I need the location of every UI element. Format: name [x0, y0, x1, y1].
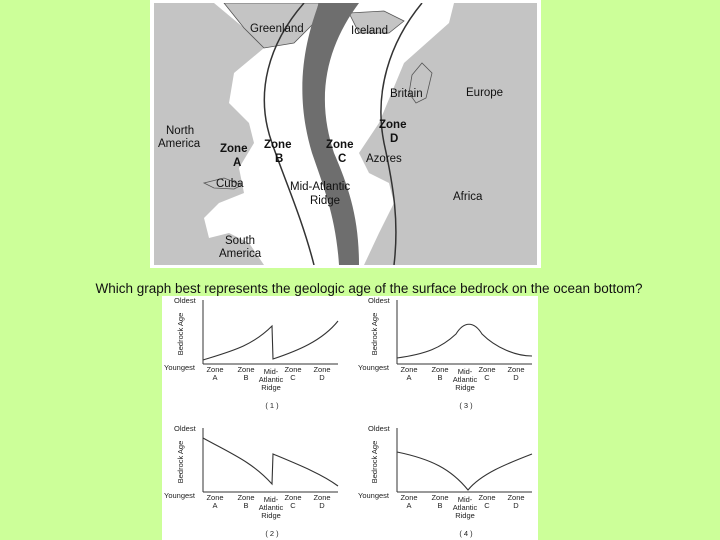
atlantic-map — [150, 0, 541, 268]
label-zone-d-1: Zone — [379, 119, 407, 131]
ridge-label: Ridge — [455, 383, 475, 392]
age-curve — [397, 324, 532, 358]
zone-word-c: Zone — [478, 365, 496, 374]
question-text: Which graph best represents the geologic age of the surface bedrock on the ocean bottom? — [95, 281, 643, 296]
label-south-america-1: South — [225, 235, 256, 247]
zone-letter-d: D — [319, 501, 325, 510]
label-zone-b-2: B — [275, 153, 284, 165]
map-drawing — [154, 3, 537, 265]
graphs-drawing — [162, 296, 538, 540]
oldest-label: Oldest — [368, 296, 390, 305]
ridge-label: Ridge — [261, 511, 281, 520]
graph-panel-1 — [164, 296, 338, 410]
mid-label: Mid- — [457, 495, 473, 504]
zone-word-b: Zone — [237, 493, 255, 502]
oldest-label: Oldest — [174, 424, 196, 433]
zone-letter-a: A — [406, 373, 412, 382]
zone-word-c: Zone — [478, 493, 496, 502]
zone-word-a: Zone — [206, 365, 224, 374]
oldest-label: Oldest — [174, 296, 196, 305]
zone-letter-d: D — [319, 373, 325, 382]
label-greenland: Greenland — [250, 23, 304, 35]
label-cuba: Cuba — [216, 178, 244, 190]
label-zone-c-1: Zone — [326, 139, 354, 151]
atlantic-label: Atlantic — [452, 375, 478, 384]
youngest-label: Youngest — [358, 363, 390, 372]
zone-letter-b: B — [437, 501, 443, 510]
graph-number: ( 1 ) — [265, 401, 279, 410]
graph-panel-3 — [164, 424, 338, 538]
zone-letter-c: C — [484, 373, 490, 382]
y-axis-label: Bedrock Age — [176, 440, 185, 484]
mid-label: Mid- — [263, 495, 279, 504]
zone-word-b: Zone — [431, 365, 449, 374]
zone-word-d: Zone — [313, 493, 331, 502]
atlantic-label: Atlantic — [258, 375, 284, 384]
youngest-label: Youngest — [164, 491, 196, 500]
label-zone-a-2: A — [233, 157, 242, 169]
zone-letter-a: A — [212, 501, 218, 510]
graph-panel-4 — [358, 424, 532, 538]
label-europe: Europe — [466, 87, 504, 99]
y-axis-label: Bedrock Age — [370, 312, 379, 356]
mid-label: Mid- — [457, 367, 473, 376]
zone-word-a: Zone — [400, 365, 418, 374]
y-axis-label: Bedrock Age — [176, 312, 185, 356]
label-zone-d-2: D — [390, 133, 399, 145]
graph-number: ( 2 ) — [265, 529, 279, 538]
y-axis-label: Bedrock Age — [370, 440, 379, 484]
zone-letter-c: C — [484, 501, 490, 510]
zone-word-d: Zone — [507, 493, 525, 502]
label-britain: Britain — [390, 88, 423, 100]
label-zone-a-1: Zone — [220, 143, 248, 155]
zone-word-b: Zone — [237, 365, 255, 374]
age-curve — [203, 321, 338, 360]
zone-letter-b: B — [437, 373, 443, 382]
label-north-america-1: North — [166, 125, 195, 137]
zone-letter-b: B — [243, 501, 249, 510]
ridge-label: Ridge — [261, 383, 281, 392]
zone-letter-a: A — [212, 373, 218, 382]
graph-number: ( 3 ) — [459, 401, 473, 410]
zone-word-a: Zone — [206, 493, 224, 502]
youngest-label: Youngest — [358, 491, 390, 500]
zone-word-c: Zone — [284, 365, 302, 374]
zone-letter-c: C — [290, 501, 296, 510]
atlantic-label: Atlantic — [258, 503, 284, 512]
age-curve — [203, 438, 338, 486]
atlantic-label: Atlantic — [452, 503, 478, 512]
graph-number: ( 4 ) — [459, 529, 473, 538]
graph-options — [162, 296, 538, 540]
youngest-label: Youngest — [164, 363, 196, 372]
zone-word-c: Zone — [284, 493, 302, 502]
mid-label: Mid- — [263, 367, 279, 376]
zone-letter-a: A — [406, 501, 412, 510]
label-africa: Africa — [453, 191, 483, 203]
label-azores: Azores — [366, 153, 402, 165]
zone-word-d: Zone — [507, 365, 525, 374]
graph-panel-2 — [358, 296, 532, 410]
zone-word-d: Zone — [313, 365, 331, 374]
label-south-america-2: America — [219, 248, 262, 260]
label-iceland: Iceland — [351, 25, 389, 37]
zone-letter-d: D — [513, 373, 519, 382]
age-curve — [397, 452, 532, 490]
label-zone-b-1: Zone — [264, 139, 292, 151]
label-zone-c-2: C — [338, 153, 347, 165]
oldest-label: Oldest — [368, 424, 390, 433]
zone-letter-c: C — [290, 373, 296, 382]
label-ridge-1: Mid-Atlantic — [290, 181, 351, 193]
label-north-america-2: America — [158, 138, 201, 150]
zone-word-a: Zone — [400, 493, 418, 502]
zone-letter-d: D — [513, 501, 519, 510]
ridge-label: Ridge — [455, 511, 475, 520]
zone-word-b: Zone — [431, 493, 449, 502]
label-ridge-2: Ridge — [310, 195, 341, 207]
zone-letter-b: B — [243, 373, 249, 382]
